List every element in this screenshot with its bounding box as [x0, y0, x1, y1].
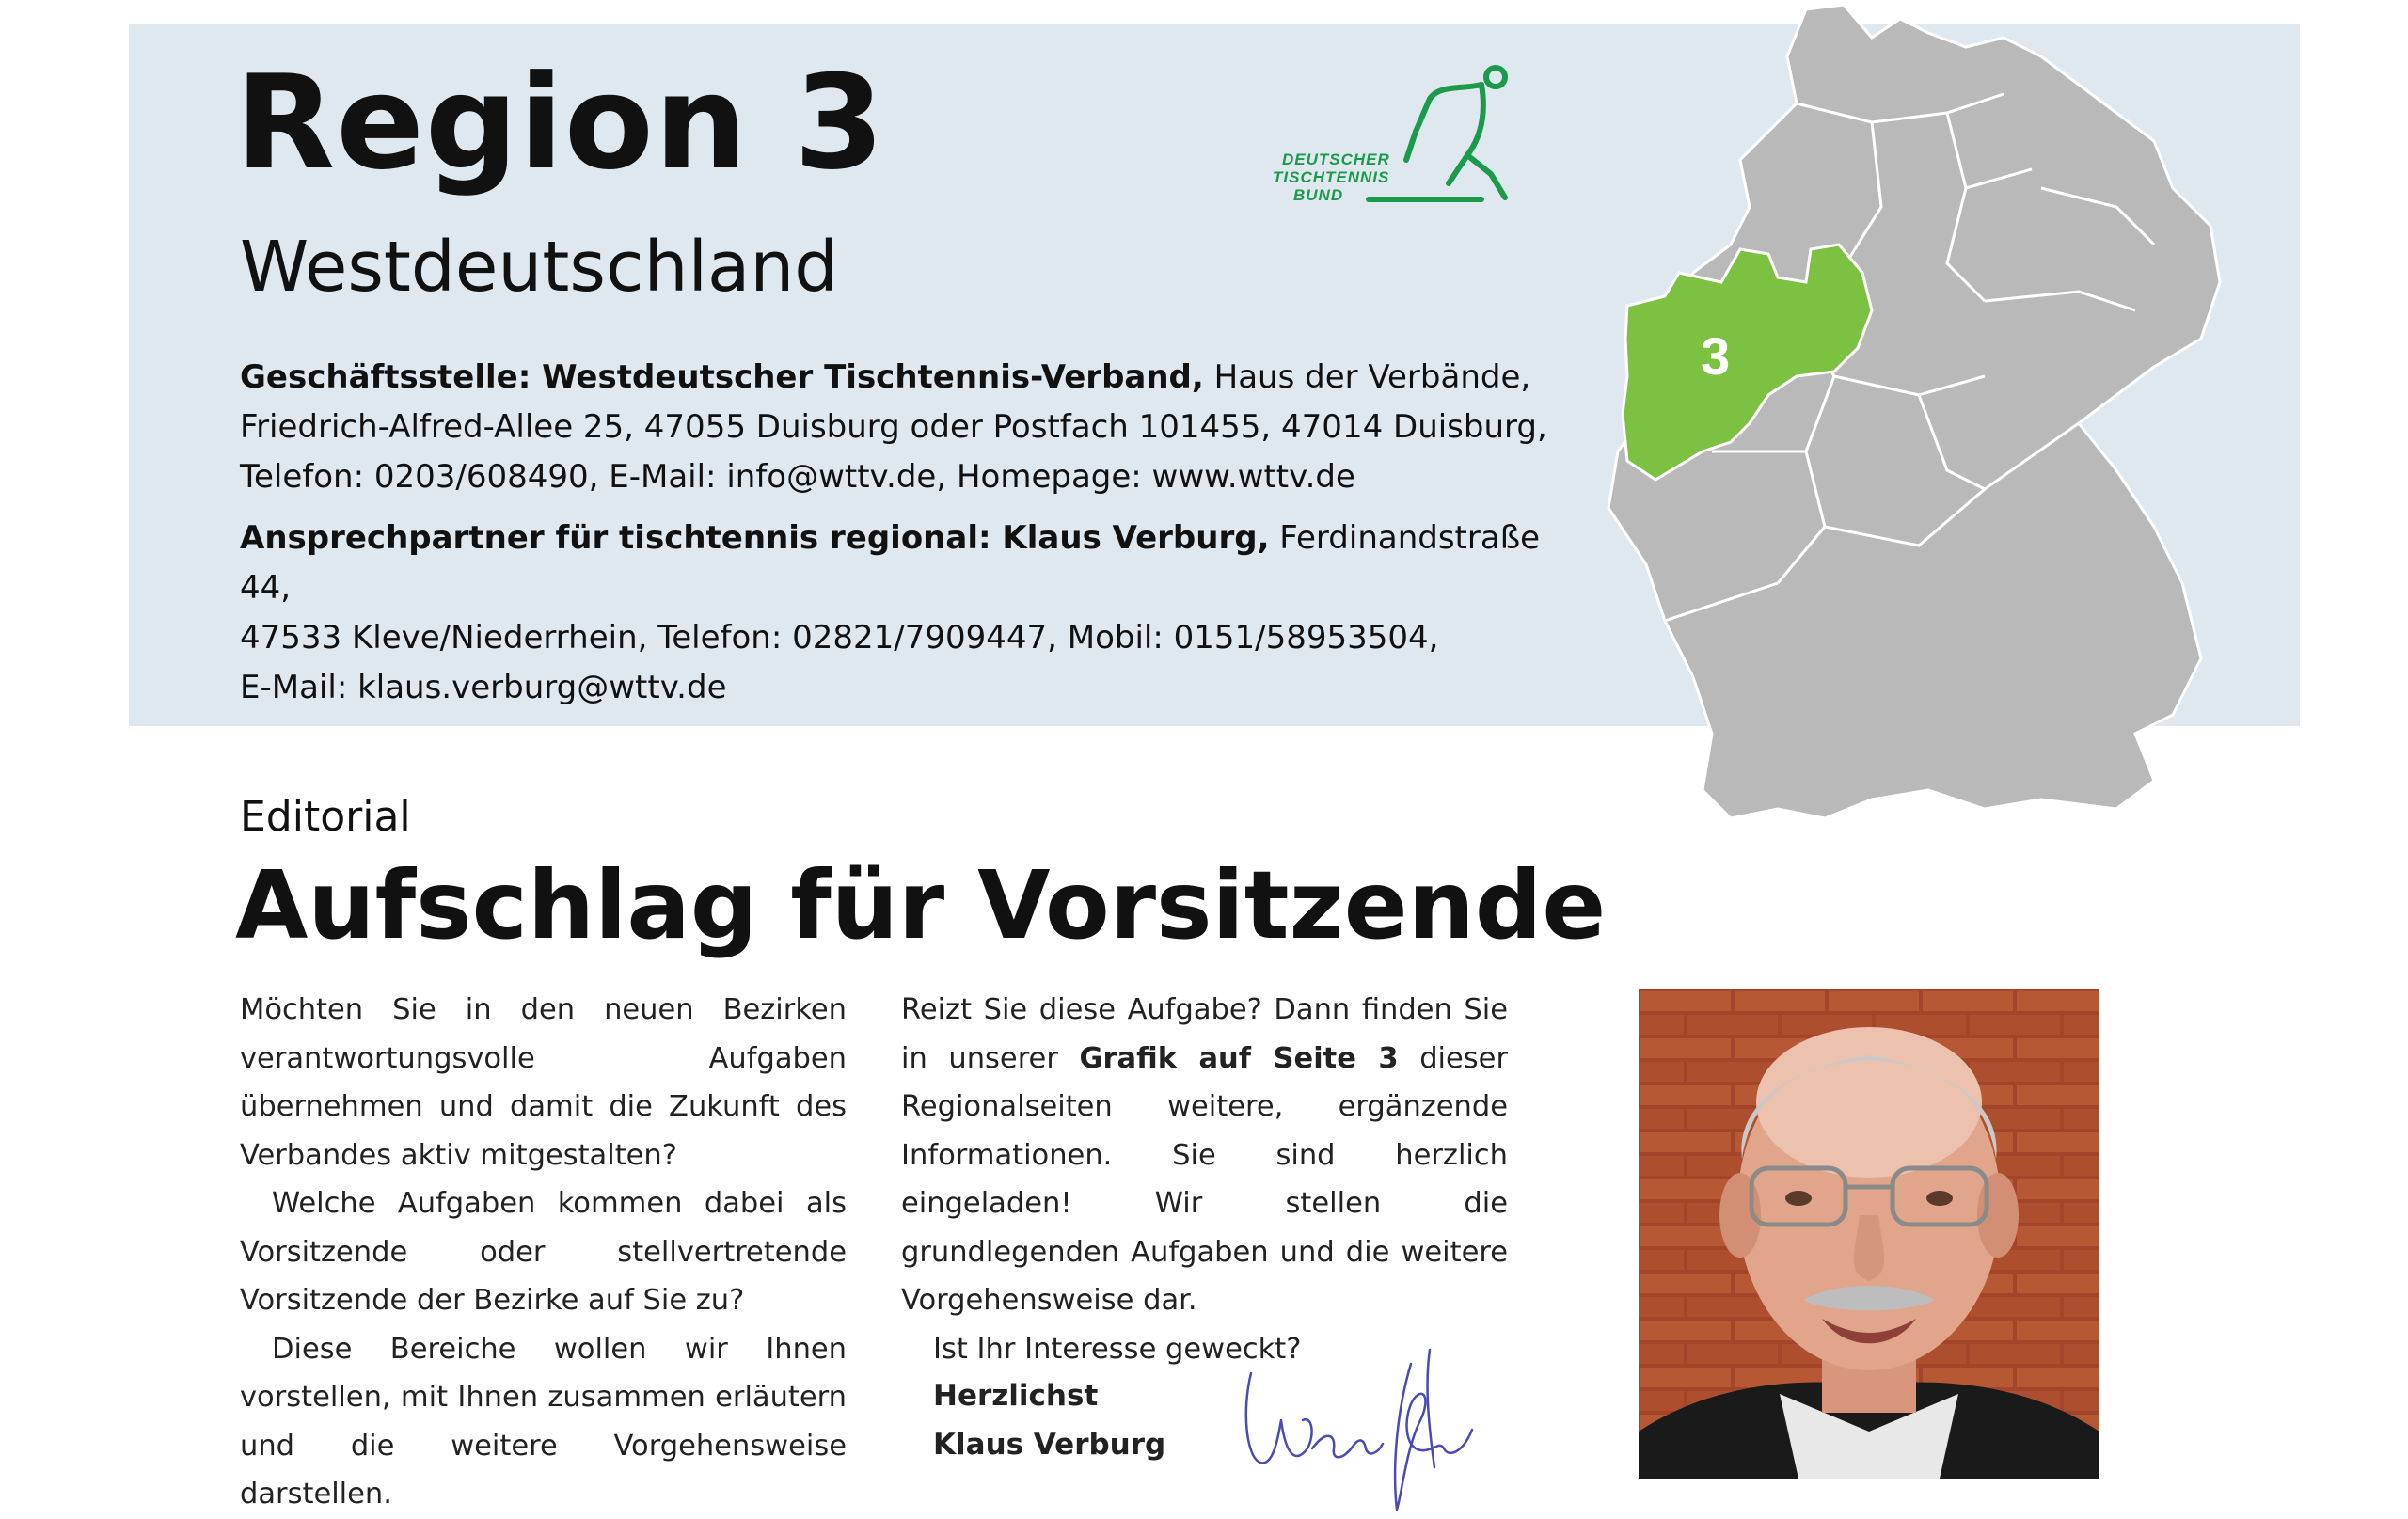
handwritten-signature [1223, 1307, 1505, 1519]
region-title: Region 3 [235, 47, 886, 198]
contact-block [240, 353, 1576, 724]
office-text: Haus der Verbände, [1203, 358, 1531, 396]
article-headline: Aufschlag für Vorsitzende [235, 850, 1607, 960]
contact-label: Ansprechpartner für tischtennis regional: Klaus Verburg, [240, 519, 1270, 557]
region-number-label: 3 [1701, 326, 1731, 386]
paragraph-text: dieser Regionalseiten weitere, ergänzende Informationen. Sie sind herzlich eingeladen! Wir stellen die grundlegenden Aufgaben und die weitere Vorgehensweise dar. [901, 1041, 1508, 1317]
office-info [240, 353, 1576, 502]
paragraph-text: Reizt Sie diese Aufgabe? Dann finden Sie in unserer [901, 993, 1508, 1075]
paragraph: Möchten Sie in den neuen Bezirken verantwortungsvolle Aufgaben übernehmen und damit die Zukunft des Verbandes aktiv mitgestalten? [240, 993, 847, 1172]
germany-map [1590, 0, 2248, 828]
region-subtitle: Westdeutschland [240, 227, 839, 308]
contact-phone: 47533 Kleve/Niederrhein, Telefon: 02821/7909447, Mobil: 0151/58953504, [240, 619, 1439, 657]
office-label: Geschäftsstelle: Westdeutscher Tischtennis-Verband, [240, 358, 1204, 396]
logo-text-line3: BUND [1293, 186, 1344, 204]
author-name: Klaus Verburg [933, 1428, 1166, 1462]
author-photo [1639, 989, 2099, 1479]
office-phone-email: Telefon: 0203/608490, E-Mail: info@wttv.de, Homepage: www.wttv.de [240, 458, 1355, 496]
contact-email: E-Mail: klaus.verburg@wttv.de [240, 669, 727, 706]
logo-text-line1: DEUTSCHER [1282, 150, 1390, 168]
paragraph: Diese Bereiche wollen wir Ihnen vorstellen, mit Ihnen zusammen erläutern und die weitere Vorgehensweise darstellen. [240, 1332, 847, 1511]
paragraph: Ist Ihr Interesse geweckt? [933, 1332, 1302, 1366]
contact-street: Ferdinandstraße 44, [240, 519, 1541, 607]
page-reference: Grafik auf Seite 3 [1079, 1041, 1399, 1075]
logo-text-line2: TISCHTENNIS [1273, 168, 1390, 186]
closing-block [933, 1371, 1165, 1469]
contact-person-info [240, 514, 1576, 713]
closing-greeting: Herzlichst [933, 1379, 1099, 1413]
paragraph: Welche Aufgaben kommen dabei als Vorsitzende oder stellvertretende Vorsitzende der Bezirke auf Sie zu? [240, 1187, 847, 1317]
dttb-logo [1256, 56, 1538, 216]
office-address: Friedrich-Alfred-Allee 25, 47055 Duisburg oder Postfach 101455, 47014 Duisburg, [240, 408, 1547, 446]
paragraph [901, 986, 1508, 1325]
section-label: Editorial [240, 793, 411, 841]
article-column-1 [240, 986, 847, 1519]
